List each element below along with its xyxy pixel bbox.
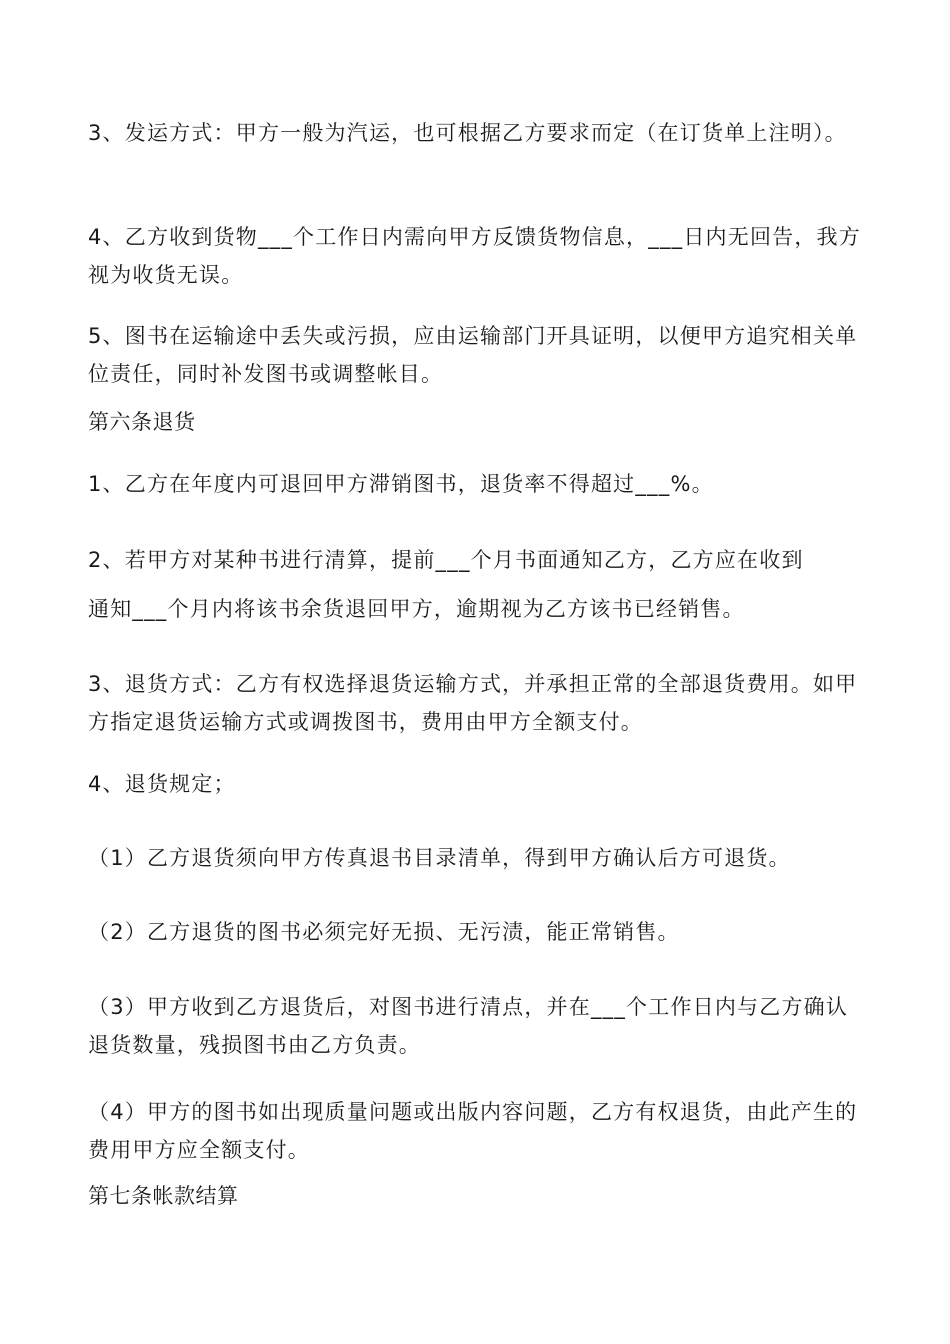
rule-item-2: （2）乙方退货的图书必须完好无损、无污渍，能正常销售。: [88, 920, 680, 944]
section-heading-returns: 第六条退货: [88, 410, 196, 434]
clause-clearance-return: 通知___个月内将该书余货退回甲方，逾期视为乙方该书已经销售。: [88, 597, 745, 621]
clause-transport-loss: 5、图书在运输途中丢失或污损，应由运输部门开具证明，以便甲方追究相关单位责任，同时补发图书或调整帐目。: [88, 324, 858, 386]
clause-return-method: 3、退货方式：乙方有权选择退货运输方式，并承担正常的全部退货费用。如甲方指定退货运输方式或调拨图书，费用由甲方全额支付。: [88, 672, 858, 734]
rule-item-1: （1）乙方退货须向甲方传真退书目录清单，得到甲方确认后方可退货。: [88, 846, 791, 870]
clause-return-rate: 1、乙方在年度内可退回甲方滞销图书，退货率不得超过___%。: [88, 472, 714, 496]
rule-item-3: （3）甲方收到乙方退货后，对图书进行清点，并在___个工作日内与乙方确认退货数量，残损图书由乙方负责。: [88, 995, 849, 1057]
clause-goods-receipt-feedback: 4、乙方收到货物___个工作日内需向甲方反馈货物信息，___日内无回告，我方视为收货无误。: [88, 225, 861, 287]
clause-shipping-method: 3、发运方式：甲方一般为汽运，也可根据乙方要求而定（在订货单上注明）。: [88, 121, 847, 145]
clause-return-rules: 4、退货规定；: [88, 772, 236, 796]
section-heading-settlement: 第七条帐款结算: [88, 1184, 239, 1208]
rule-item-4: （4）甲方的图书如出现质量问题或出版内容问题，乙方有权退货，由此产生的费用甲方应全额支付。: [88, 1100, 858, 1162]
clause-clearance-notice: 2、若甲方对某种书进行清算，提前___个月书面通知乙方，乙方应在收到: [88, 548, 804, 572]
